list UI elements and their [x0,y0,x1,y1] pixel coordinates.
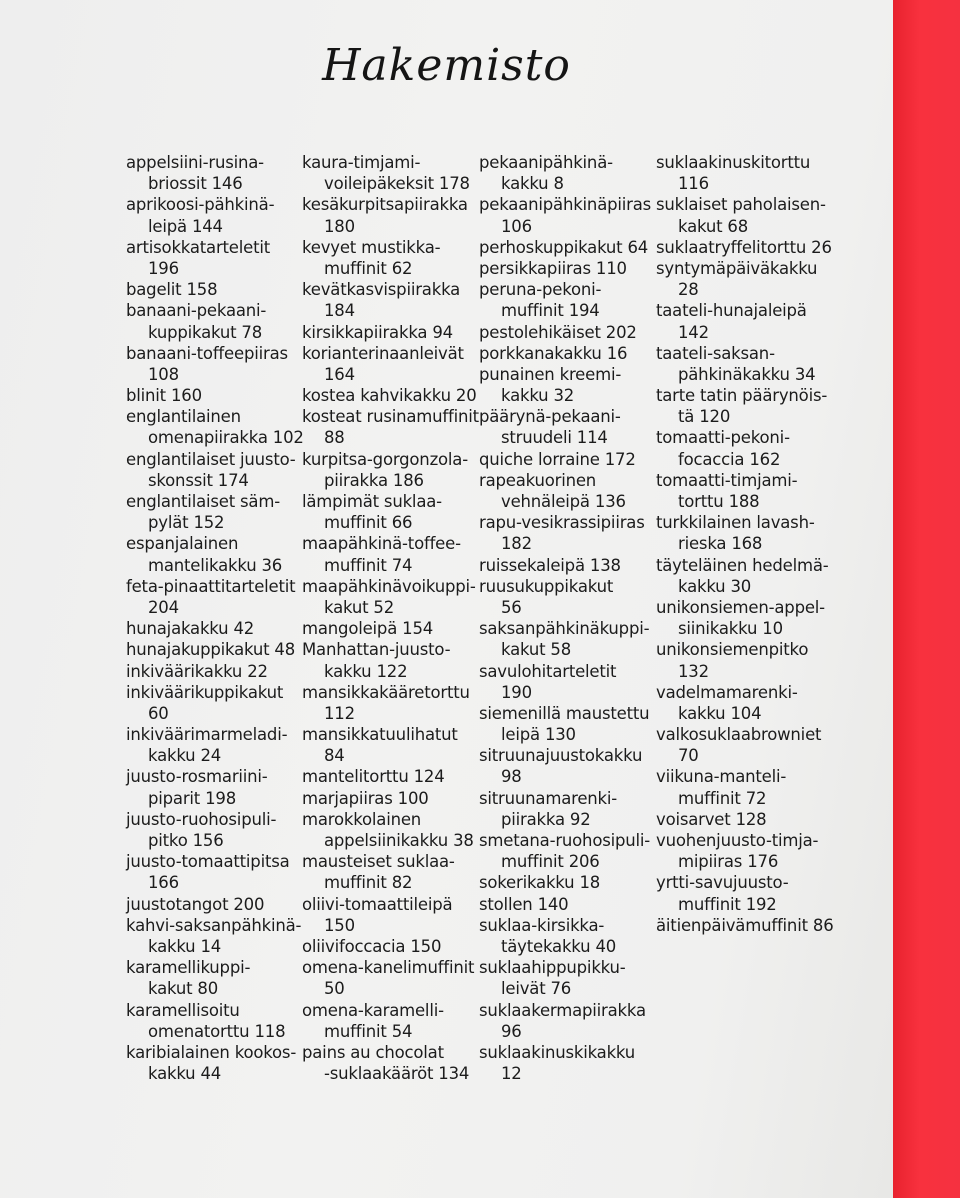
index-entry-continuation: voileipäkeksit 178 [324,174,470,194]
index-entry [302,682,479,724]
index-entry [479,406,651,448]
index-entry-text: mansikkakääretorttu [302,682,470,702]
index-entry [302,533,479,575]
index-entry-continuation: kakku 104 [678,703,762,723]
index-entry-text: vuohenjuusto-timja- [656,831,819,850]
index-entry-continuation: skonssit 174 [148,470,249,490]
index-entry-continuation: mantelikakku 36 [148,555,283,575]
index-entry [479,258,651,279]
index-entry [126,406,304,448]
index-entry [656,597,834,639]
index-entry-text: ruissekaleipä 138 [479,555,621,575]
index-entry-text: tomaatti-timjami- [656,470,798,490]
index-entry [479,194,651,236]
index-entry-text: suklaa-kirsikka- [479,915,605,935]
index-entry-continuation: leivät 76 [501,979,572,999]
index-entry-continuation: muffinit 62 [324,258,413,278]
index-entry [479,322,651,343]
index-entry-continuation: rieska 168 [678,534,763,554]
index-entry-text: marjapiiras 100 [302,788,429,808]
index-column-2 [302,152,479,1084]
index-entry-continuation: 180 [324,216,355,236]
index-entry [302,449,479,491]
index-entry-continuation: 96 [501,1021,522,1041]
index-entry-text: mangoleipä 154 [302,619,434,639]
index-entry-continuation: kakku 32 [501,386,575,406]
index-entry [479,576,651,618]
index-entry-text: maapähkinä-toffee- [302,534,461,554]
index-entry-text: unikonsiemenpitko [656,640,809,660]
index-entry-continuation: mipiiras 176 [678,852,779,872]
index-entry [479,343,651,364]
index-entry [479,788,651,830]
index-entry [126,809,304,851]
index-entry-text: taateli-hunajaleipä [656,301,807,321]
index-column-4 [656,152,834,936]
index-entry-continuation: 164 [324,364,355,384]
index-entry [656,385,834,427]
index-entry-text: karamellisoitu [126,1000,240,1020]
index-entry-continuation: leipä 130 [501,725,576,745]
index-entry [126,385,304,406]
index-entry [479,449,651,470]
index-entry [126,766,304,808]
index-entry-continuation: muffinit 192 [678,894,777,914]
index-entry-text: viikuna-manteli- [656,767,787,787]
index-entry-text: kesäkurpitsapiirakka [302,195,468,215]
index-entry-text: taateli-saksan- [656,343,775,363]
index-entry-text: unikonsiemen-appel- [656,597,825,617]
index-entry [302,194,479,236]
index-entry [479,957,651,999]
index-entry [126,724,304,766]
index-entry-text: suklaatryffelitorttu 26 [656,237,832,257]
index-entry-continuation: 184 [324,301,355,321]
index-entry [302,851,479,893]
index-entry-text: englantilaiset juusto- [126,449,296,469]
index-entry-text: kaura-timjami- [302,153,421,172]
index-entry-continuation: 166 [148,873,179,893]
index-entry-continuation: kakku 14 [148,936,222,956]
index-entry-text: sitruunamarenki- [479,788,618,808]
index-entry [479,152,651,194]
index-entry-continuation: kakut 80 [148,979,218,999]
index-entry-continuation: 132 [678,661,709,681]
index-entry-text: sitruunajuustokakku [479,746,643,766]
index-entry-text: kahvi-saksanpähkinä- [126,915,302,935]
index-entry [302,237,479,279]
index-entry-continuation: muffinit 82 [324,873,413,893]
index-entry-continuation: -suklaakääröt 134 [324,1064,470,1084]
index-entry [479,470,651,512]
index-entry-continuation: 60 [148,703,169,723]
index-entry-text: inkiväärikakku 22 [126,661,268,681]
index-entry [302,618,479,639]
index-entry [126,279,304,300]
index-entry [656,639,834,681]
index-entry-text: vadelmamarenki- [656,682,798,702]
index-entry-continuation: 88 [324,428,345,448]
index-entry [656,343,834,385]
index-entry-text: inkiväärikuppikakut [126,682,284,702]
index-entry [302,957,479,999]
index-entry [126,449,304,491]
index-entry-text: saksanpähkinäkuppi- [479,619,650,639]
index-entry-text: mausteiset suklaa- [302,852,455,872]
index-entry-text: karibialainen kookos- [126,1042,297,1062]
index-entry-continuation: 56 [501,597,522,617]
index-entry-text: rapeakuorinen [479,470,597,490]
index-entry-text: persikkapiiras 110 [479,258,627,278]
index-entry-text: sokerikakku 18 [479,873,601,893]
index-entry [126,300,304,342]
index-entry-continuation: muffinit 74 [324,555,413,575]
index-entry-text: englantilaiset säm- [126,492,280,511]
index-entry-continuation: muffinit 66 [324,513,413,533]
index-entry-continuation: pitko 156 [148,831,224,850]
index-entry [126,661,304,682]
index-entry-text: korianterinaanleivät [302,343,464,363]
index-entry-text: kosteat rusinamuffinit [302,407,479,427]
index-entry-continuation: 190 [501,682,532,702]
index-entry-continuation: 112 [324,703,355,723]
index-entry [302,809,479,851]
index-entry-text: pains au chocolat [302,1042,444,1062]
index-entry-continuation: muffinit 206 [501,852,600,872]
index-entry-continuation: kakku 122 [324,661,408,681]
index-entry [479,830,651,872]
index-entry [656,512,834,554]
index-entry [302,894,479,936]
index-entry-continuation: muffinit 54 [324,1021,413,1041]
index-entry-text: juusto-tomaattipitsa [126,852,290,872]
index-entry-text: täyteläinen hedelmä- [656,555,829,575]
index-entry-continuation: muffinit 72 [678,788,767,808]
index-entry [656,152,834,194]
index-entry-text: päärynä-pekaani- [479,407,621,427]
index-entry-continuation: pylät 152 [148,513,225,533]
index-entry [479,1000,651,1042]
index-entry-text: pekaanipähkinä- [479,153,613,172]
index-entry [126,152,304,194]
index-entry-continuation: leipä 144 [148,216,223,236]
index-entry-continuation: täytekakku 40 [501,936,617,956]
index-entry-continuation: 84 [324,746,345,766]
index-entry [126,682,304,724]
index-entry [656,724,834,766]
index-entry-continuation: briossit 146 [148,174,243,194]
index-entry [126,491,304,533]
index-entry-text: yrtti-savujuusto- [656,873,789,893]
index-entry [126,639,304,660]
index-entry-text: voisarvet 128 [656,809,767,829]
index-entry-text: englantilainen [126,407,241,427]
index-entry-text: quiche lorraine 172 [479,449,636,469]
index-entry [302,279,479,321]
red-page-edge [893,0,960,1198]
index-entry-continuation: piirakka 92 [501,809,591,829]
index-entry-text: suklaahippupikku- [479,958,626,978]
index-entry-continuation: kakku 30 [678,576,752,596]
page-title: Hakemisto [322,40,571,91]
index-entry-text: kevätkasvispiirakka [302,280,461,300]
index-entry-continuation: 142 [678,322,709,342]
index-entry [479,1042,651,1084]
index-entry-text: appelsiini-rusina- [126,153,264,172]
index-entry-continuation: tä 120 [678,407,731,427]
index-entry [479,555,651,576]
index-entry-continuation: 106 [501,216,532,236]
index-entry-text: aprikoosi-pähkinä- [126,195,275,215]
index-entry-text: perhoskuppikakut 64 [479,237,649,257]
index-entry [302,724,479,766]
index-entry-continuation: 108 [148,364,179,384]
index-entry-text: suklaakermapiirakka [479,1000,646,1020]
index-entry-text: juusto-rosmariini- [126,767,268,787]
index-entry-text: kirsikkapiirakka 94 [302,322,453,342]
index-entry-continuation: kakku 24 [148,746,222,766]
index-entry-text: blinit 160 [126,386,202,406]
index-entry [479,279,651,321]
index-entry-continuation: piirakka 186 [324,470,424,490]
index-entry [656,300,834,342]
index-entry [479,915,651,957]
index-entry [126,1000,304,1042]
index-entry-text: savulohitarteletit [479,661,617,681]
index-entry-text: espanjalainen [126,534,239,554]
index-entry-continuation: 204 [148,597,179,617]
index-entry-text: syntymäpäiväkakku [656,258,818,278]
index-entry [126,618,304,639]
index-entry [302,385,479,406]
index-entry-continuation: 116 [678,174,709,194]
index-entry [302,766,479,787]
index-entry [126,237,304,279]
index-entry-continuation: torttu 188 [678,492,760,511]
index-entry-continuation: 150 [324,915,355,935]
index-entry-text: oliivifoccacia 150 [302,936,442,956]
index-entry [479,618,651,660]
index-entry-text: suklaakinuskitorttu [656,153,811,172]
index-entry [656,237,834,258]
index-entry-continuation: kuppikakut 78 [148,322,263,342]
index-entry-continuation: siinikakku 10 [678,619,783,639]
index-entry [302,576,479,618]
index-entry [479,745,651,787]
index-entry [479,237,651,258]
index-entry-text: karamellikuppi- [126,958,251,978]
index-entry-continuation: kakku 44 [148,1064,222,1084]
index-entry-text: siemenillä maustettu [479,703,650,723]
index-entry-continuation: kakut 58 [501,640,571,660]
index-column-1 [126,152,304,1084]
index-entry-text: punainen kreemi- [479,364,622,384]
index-entry-continuation: 98 [501,767,522,787]
index-entry [126,957,304,999]
index-entry-text: juustotangot 200 [126,894,265,914]
index-entry-text: kevyet mustikka- [302,237,441,257]
index-entry [479,894,651,915]
index-entry [302,788,479,809]
index-entry-text: marokkolainen [302,809,422,829]
index-entry-text: inkiväärimarmeladi- [126,725,288,745]
index-entry [126,576,304,618]
index-entry [479,512,651,554]
index-entry-text: turkkilainen lavash- [656,513,815,533]
index-entry-text: maapähkinävoikuppi- [302,576,476,596]
index-entry [302,152,479,194]
index-entry-text: tarte tatin päärynöis- [656,386,828,406]
index-entry [656,830,834,872]
index-entry-text: stollen 140 [479,894,569,914]
index-entry-continuation: omenapiirakka 102 [148,428,304,448]
index-entry-text: suklaiset paholaisen- [656,195,826,215]
index-entry [656,766,834,808]
index-entry [302,936,479,957]
index-entry-continuation: 50 [324,979,345,999]
index-entry [302,1000,479,1042]
index-entry [656,872,834,914]
index-entry-text: rapu-vesikrassipiiras [479,513,645,533]
index-entry [656,194,834,236]
index-entry-text: banaani-pekaani- [126,301,267,321]
index-entry [656,809,834,830]
index-entry-text: mantelitorttu 124 [302,767,445,787]
index-entry [302,1042,479,1084]
index-entry [656,427,834,469]
index-entry-text: smetana-ruohosipuli- [479,831,651,850]
index-entry-text: oliivi-tomaattileipä [302,894,453,914]
index-entry-text: feta-pinaattitarteletit [126,576,296,596]
index-entry-text: banaani-toffeepiiras [126,343,288,363]
index-entry-continuation: 196 [148,258,179,278]
index-entry [656,470,834,512]
index-entry [126,915,304,957]
index-entry-continuation: piparit 198 [148,788,237,808]
index-entry-text: hunajakuppikakut 48 [126,640,296,660]
index-column-3 [479,152,651,1084]
index-entry-text: tomaatti-pekoni- [656,428,790,448]
index-entry [302,343,479,385]
index-entry-continuation: focaccia 162 [678,449,781,469]
index-entry-continuation: kakut 52 [324,597,394,617]
index-entry-text: äitienpäivämuffinit 86 [656,915,834,935]
index-entry-text: pekaanipähkinäpiiras [479,195,652,215]
index-entry-continuation: 182 [501,534,532,554]
index-entry-continuation: 70 [678,746,699,766]
index-entry-text: kurpitsa-gorgonzola- [302,449,468,469]
index-entry-text: artisokkatarteletit [126,237,271,257]
index-entry-text: Manhattan-juusto- [302,640,451,660]
index-entry-continuation: struudeli 114 [501,428,608,448]
index-entry-text: omena-kanelimuffinit [302,958,475,978]
index-entry [479,703,651,745]
index-entry-text: lämpimät suklaa- [302,492,442,511]
index-entry-text: peruna-pekoni- [479,280,602,300]
index-entry [126,894,304,915]
index-entry-text: porkkanakakku 16 [479,343,628,363]
index-entry [656,555,834,597]
index-entry-continuation: vehnäleipä 136 [501,492,626,511]
index-entry-continuation: omenatorttu 118 [148,1021,286,1041]
index-entry-text: suklaakinuskikakku [479,1042,636,1062]
index-entry-text: hunajakakku 42 [126,619,255,639]
index-entry [126,533,304,575]
index-entry-text: mansikkatuulihatut [302,725,458,745]
index-entry [656,258,834,300]
index-entry-continuation: appelsiinikakku 38 [324,831,474,850]
index-entry [126,1042,304,1084]
index-entry [479,872,651,893]
index-entry-text: bagelit 158 [126,280,218,300]
index-entry-continuation: 12 [501,1064,522,1084]
index-entry-text: ruusukuppikakut [479,576,614,596]
index-entry-continuation: kakut 68 [678,216,748,236]
index-entry [302,406,479,448]
index-entry [302,491,479,533]
index-entry [302,639,479,681]
index-entry [656,682,834,724]
index-entry [126,851,304,893]
index-entry [126,194,304,236]
index-entry-continuation: kakku 8 [501,174,564,194]
index-entry-continuation: pähkinäkakku 34 [678,364,816,384]
index-entry-text: omena-karamelli- [302,1000,444,1020]
index-entry [479,661,651,703]
index-entry [126,343,304,385]
index-entry [302,322,479,343]
index-entry [656,915,834,936]
index-entry-text: valkosuklaabrowniet [656,725,822,745]
index-entry-text: pestolehikäiset 202 [479,322,637,342]
index-entry [479,364,651,406]
index-entry-continuation: 28 [678,280,699,300]
index-entry-text: kostea kahvikakku 20 [302,386,477,406]
index-entry-continuation: muffinit 194 [501,301,600,321]
index-entry-text: juusto-ruohosipuli- [126,809,277,829]
